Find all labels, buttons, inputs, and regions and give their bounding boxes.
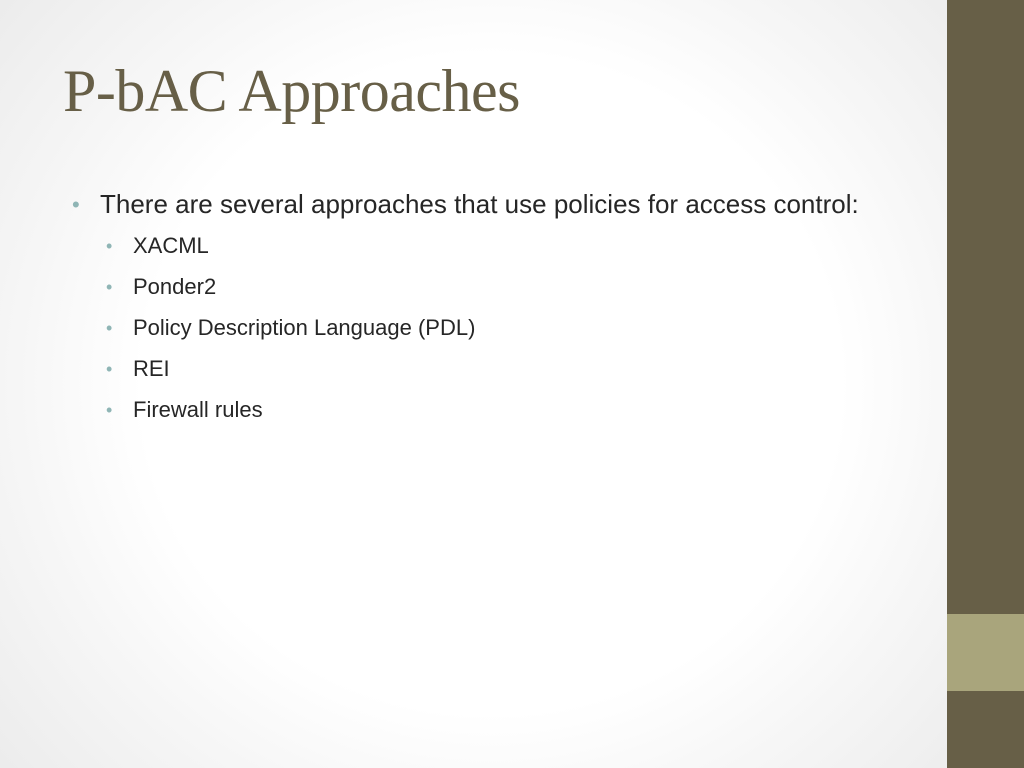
sub-bullet-text: XACML (133, 233, 209, 258)
bullet-icon: • (106, 359, 113, 379)
sub-bullet-list (72, 231, 862, 425)
main-bullet-text: There are several approaches that use policies for access control: (100, 189, 859, 219)
sub-bullet-text: Policy Description Language (PDL) (133, 315, 476, 340)
sub-bullet-item (106, 354, 862, 384)
sub-bullet-item (106, 395, 862, 425)
slide-title: P-bAC Approaches (63, 58, 520, 124)
bullet-icon: • (106, 318, 113, 338)
main-bullet (72, 186, 862, 223)
content-area (72, 186, 862, 436)
sub-bullet-text: Firewall rules (133, 397, 263, 422)
sub-bullet-text: REI (133, 356, 170, 381)
bullet-icon: • (106, 277, 113, 297)
sidebar-accent-block (947, 614, 1024, 691)
bullet-icon: • (72, 192, 80, 217)
bullet-icon: • (106, 236, 113, 256)
sub-bullet-item (106, 313, 862, 343)
sub-bullet-item (106, 272, 862, 302)
bullet-icon: • (106, 400, 113, 420)
sub-bullet-item (106, 231, 862, 261)
sub-bullet-text: Ponder2 (133, 274, 217, 299)
